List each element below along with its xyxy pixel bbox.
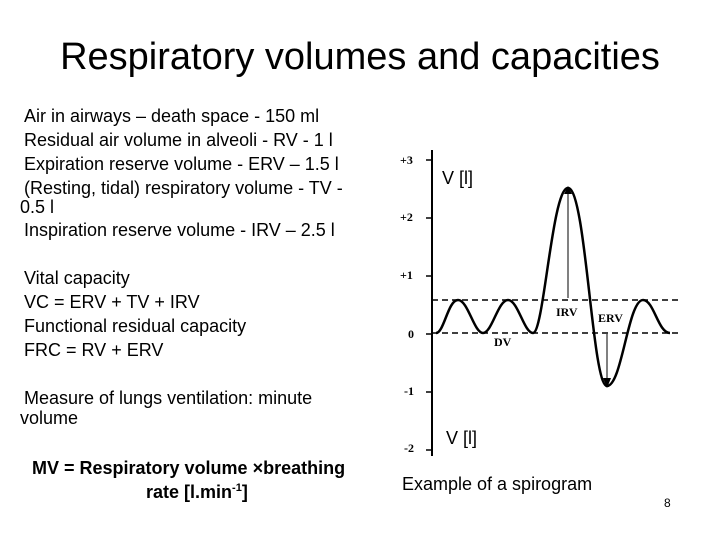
irv-label: IRV: [556, 305, 578, 319]
dv-label: DV: [494, 335, 512, 349]
volume-line-1: Air in airways – death space - 150 ml: [24, 106, 320, 126]
spirogram-unit-bottom: V [l]: [446, 428, 478, 448]
spirogram-figure: [392, 148, 682, 463]
spirogram-unit-top: V [l]: [442, 168, 474, 188]
spirogram-svg: [392, 148, 682, 458]
page-number: 8: [664, 496, 671, 510]
capacity-line-4: FRC = RV + ERV: [24, 340, 164, 360]
capacity-line-3: Functional residual capacity: [24, 316, 247, 336]
capacity-line-2: VC = ERV + TV + IRV: [24, 292, 200, 312]
erv-label: ERV: [598, 311, 623, 325]
tick-label-plus3: +3: [400, 153, 413, 167]
volume-line-2: Residual air volume in alveoli - RV - 1 l: [24, 130, 333, 150]
tick-label-minus1: -1: [404, 384, 414, 398]
formula-prefix: rate [l.min: [146, 482, 233, 502]
capacity-line-1: Vital capacity: [24, 268, 130, 288]
spirogram-trace: [436, 188, 670, 386]
slide-title: Respiratory volumes and capacities: [60, 36, 660, 78]
ventilation-line-2: volume: [20, 408, 79, 428]
ventilation-line-1: Measure of lungs ventilation: minute: [24, 388, 313, 408]
volume-line-6: Inspiration reserve volume - IRV – 2.5 l: [24, 220, 335, 240]
formula-exponent: -1: [232, 482, 242, 494]
tick-label-zero: 0: [408, 327, 414, 341]
tick-label-minus2: -2: [404, 441, 414, 455]
volume-line-4: (Resting, tidal) respiratory volume - TV -: [24, 178, 343, 198]
tick-label-plus2: +2: [400, 210, 413, 224]
formula-suffix: ]: [241, 482, 248, 502]
volume-line-5: 0.5 l: [20, 197, 55, 217]
formula-line-1: MV = Respiratory volume ×breathing: [32, 458, 346, 478]
formula-line-2: [146, 476, 248, 504]
spirogram-caption: Example of a spirogram: [402, 474, 593, 494]
tick-label-plus1: +1: [400, 268, 413, 282]
volume-line-3: Expiration reserve volume - ERV – 1.5 l: [24, 154, 339, 174]
